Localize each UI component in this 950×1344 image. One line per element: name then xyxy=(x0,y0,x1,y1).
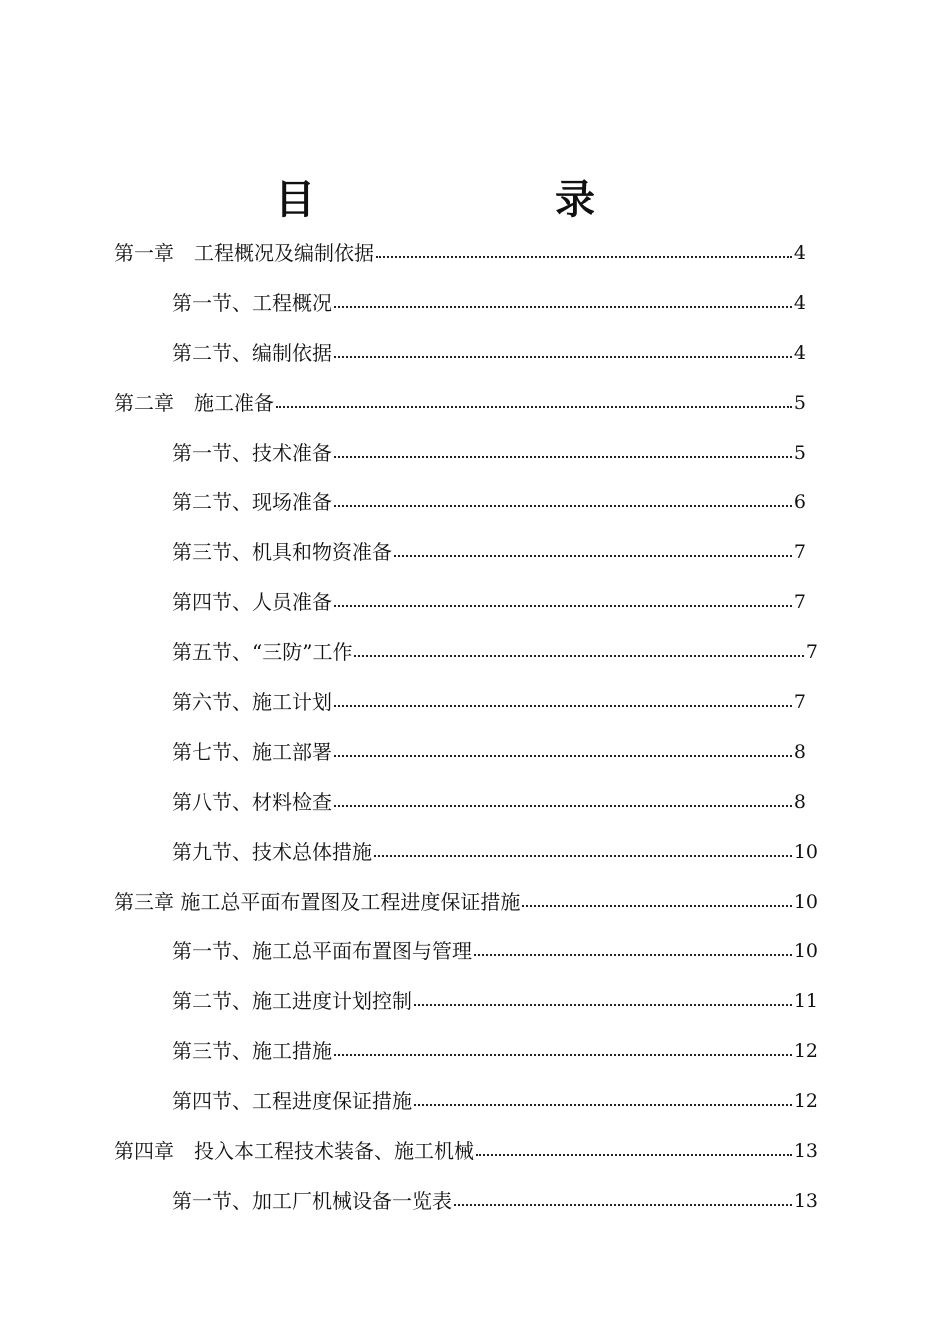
toc-title: 目 录 xyxy=(275,177,695,223)
toc-section-entry[interactable] xyxy=(0,428,950,478)
toc-section-entry[interactable] xyxy=(0,926,950,976)
toc-section-entry[interactable] xyxy=(0,976,950,1026)
toc-page-number: 5 xyxy=(793,441,806,464)
toc-entry-label: 第三节、机具和物资准备 xyxy=(172,540,392,565)
toc-entry-label: 第四节、工程进度保证措施 xyxy=(172,1089,412,1114)
toc-chapter-entry[interactable] xyxy=(0,228,950,278)
toc-dot-leader xyxy=(394,555,792,557)
toc-chapter-entry[interactable] xyxy=(0,1126,950,1176)
toc-entry-label: 第九节、技术总体措施 xyxy=(172,839,372,864)
toc-page-number: 7 xyxy=(805,641,818,664)
toc-dot-leader xyxy=(414,1004,792,1006)
toc-page-number: 10 xyxy=(793,890,818,913)
toc-page-number: 13 xyxy=(793,1189,818,1212)
toc-entry-label: 第四节、人员准备 xyxy=(172,590,332,615)
toc-page-number: 7 xyxy=(793,541,806,564)
toc-section-entry[interactable] xyxy=(0,1026,950,1076)
toc-dot-leader xyxy=(334,505,792,507)
toc-section-entry[interactable] xyxy=(0,1176,950,1226)
toc-dot-leader xyxy=(374,855,792,857)
toc-section-entry[interactable] xyxy=(0,577,950,627)
toc-section-entry[interactable] xyxy=(0,1076,950,1126)
toc-dot-leader xyxy=(474,954,792,956)
toc-entry-label: 第二章 施工准备 xyxy=(114,390,274,415)
toc-page-number: 13 xyxy=(793,1139,818,1162)
toc-dot-leader xyxy=(334,306,792,308)
toc-page-number: 10 xyxy=(793,840,818,863)
toc-page-number: 12 xyxy=(793,1040,818,1063)
toc-dot-leader xyxy=(334,605,792,607)
toc-entry-label: 第二节、现场准备 xyxy=(172,490,332,515)
toc-section-entry[interactable] xyxy=(0,527,950,577)
toc-entry-label: 第八节、材料检查 xyxy=(172,789,332,814)
toc-page-number: 11 xyxy=(793,990,818,1013)
toc-entry-label: 第二节、施工进度计划控制 xyxy=(172,989,412,1014)
toc-page-number: 8 xyxy=(793,790,806,813)
toc-dot-leader xyxy=(376,256,792,258)
toc-page-number: 4 xyxy=(793,341,806,364)
toc-dot-leader xyxy=(522,905,791,907)
toc-dot-leader xyxy=(454,1204,792,1206)
toc-section-entry[interactable] xyxy=(0,677,950,727)
toc-entry-label: 第三节、施工措施 xyxy=(172,1039,332,1064)
toc-dot-leader xyxy=(334,1054,792,1056)
toc-page-number: 10 xyxy=(793,940,818,963)
toc-entry-label: 第二节、编制依据 xyxy=(172,340,332,365)
toc-section-entry[interactable] xyxy=(0,727,950,777)
toc-section-entry[interactable] xyxy=(0,328,950,378)
toc-dot-leader xyxy=(334,755,792,757)
toc-dot-leader xyxy=(334,456,792,458)
toc-dot-leader xyxy=(354,655,803,657)
toc-dot-leader xyxy=(476,1154,792,1156)
toc-dot-leader xyxy=(334,705,792,707)
toc-entry-label: 第一节、技术准备 xyxy=(172,440,332,465)
toc-entry-label: 第七节、施工部署 xyxy=(172,739,332,764)
toc-section-entry[interactable] xyxy=(0,477,950,527)
toc-page-number: 4 xyxy=(793,291,806,314)
toc-chapter-entry[interactable] xyxy=(0,378,950,428)
toc-page-number: 4 xyxy=(793,241,806,264)
toc-chapter-entry[interactable] xyxy=(0,877,950,927)
toc-entry-label: 第三章 施工总平面布置图及工程进度保证措施 xyxy=(114,889,521,914)
toc-dot-leader xyxy=(334,356,792,358)
toc-entry-label: 第一章 工程概况及编制依据 xyxy=(114,240,374,265)
toc-entry-label: 第五节、“三防”工作 xyxy=(172,640,353,665)
toc-section-entry[interactable] xyxy=(0,777,950,827)
toc-section-entry[interactable] xyxy=(0,627,950,677)
toc-list xyxy=(0,228,950,1226)
toc-page-number: 6 xyxy=(793,491,806,514)
toc-dot-leader xyxy=(414,1104,792,1106)
toc-entry-label: 第四章 投入本工程技术装备、施工机械 xyxy=(114,1138,474,1163)
toc-page-number: 12 xyxy=(793,1090,818,1113)
toc-entry-label: 第六节、施工计划 xyxy=(172,689,332,714)
toc-dot-leader xyxy=(276,406,792,408)
toc-entry-label: 第一节、加工厂机械设备一览表 xyxy=(172,1188,452,1213)
toc-page-number: 5 xyxy=(793,391,806,414)
toc-section-entry[interactable] xyxy=(0,278,950,328)
toc-entry-label: 第一节、工程概况 xyxy=(172,290,332,315)
toc-section-entry[interactable] xyxy=(0,827,950,877)
toc-dot-leader xyxy=(334,805,792,807)
toc-page-number: 7 xyxy=(793,690,806,713)
toc-page-number: 7 xyxy=(793,591,806,614)
toc-page-number: 8 xyxy=(793,740,806,763)
toc-entry-label: 第一节、施工总平面布置图与管理 xyxy=(172,939,472,964)
